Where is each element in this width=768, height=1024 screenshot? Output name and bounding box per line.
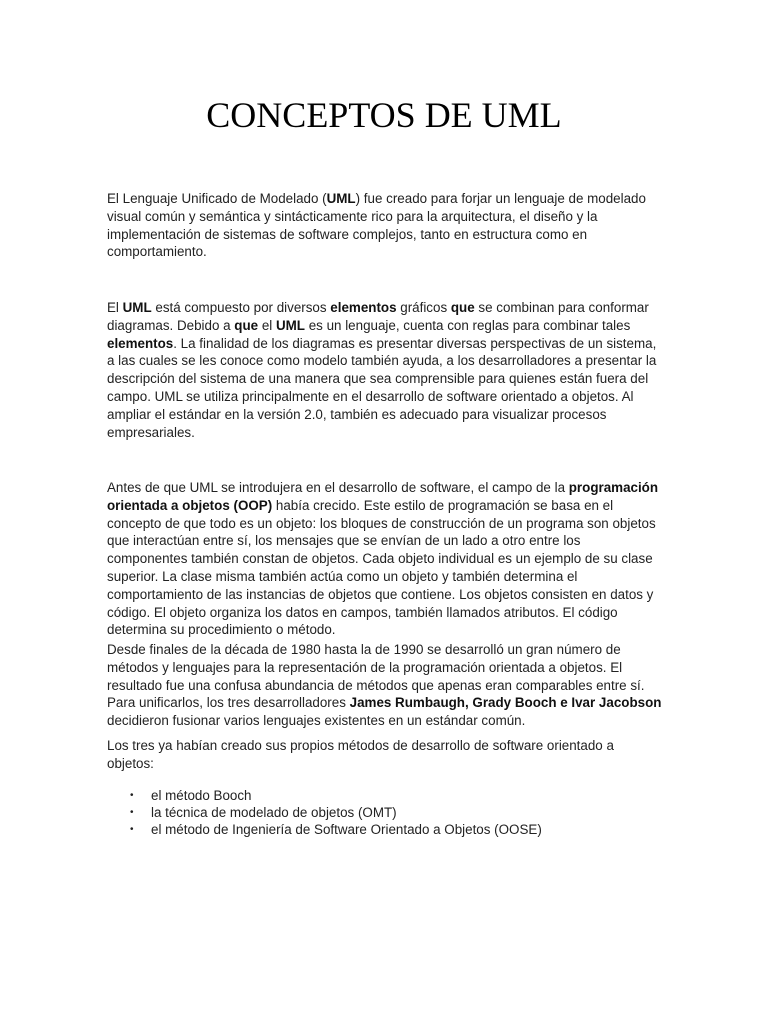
bold-term: elementos xyxy=(107,335,174,351)
methods-list xyxy=(107,787,542,838)
bold-term: elementos xyxy=(330,300,397,315)
list-item xyxy=(130,804,542,821)
page-title: CONCEPTOS DE UML xyxy=(206,95,562,135)
list-item-text: la técnica de modelado de objetos (OMT) xyxy=(151,805,397,820)
bullet-icon: • xyxy=(130,790,134,801)
paragraph-elements xyxy=(107,299,663,441)
list-item xyxy=(130,787,542,804)
list-item xyxy=(130,821,542,838)
text-run: Desde finales de la década de 1980 hasta la de 1990 se desarrolló un gran número de métodos y lenguajes para la representación de la programación orientada a objetos. El resultado fue una confusa abundancia de métodos que apenas eran comparables entre sí. Para unificarlos, los tres desarrolladores xyxy=(107,642,645,711)
bullet-icon: • xyxy=(130,807,134,818)
text-run: había crecido. Este estilo de programación se basa en el concepto de que todo es un objeto: los bloques de construcción de un programa son objetos que interactúan entre sí, los mensajes que se envían de un lado a otro entre los componentes también constan de objetos. Cada objeto individual es un ejemplo de su clase superior. La clase misma también actúa como un objeto y también determina el comportamiento de las instancias de objetos que contiene. Los objetos consisten en datos y código. El objeto organiza los datos en campos, también llamados atributos. El código determina su procedimiento o método. xyxy=(107,497,656,638)
text-run: es un lenguaje, cuenta con reglas para combinar tales xyxy=(305,317,631,333)
text-run: El xyxy=(107,300,123,315)
bold-term: James Rumbaugh, Grady Booch e Ivar Jacobson xyxy=(349,695,662,711)
paragraph-oop xyxy=(107,479,663,639)
text-run: se combinan para conformar diagramas. Debido a xyxy=(107,300,649,333)
text-run: gráficos xyxy=(396,300,451,315)
bold-term: UML xyxy=(275,317,305,333)
list-item-text: el método de Ingeniería de Software Orientado a Objetos (OOSE) xyxy=(151,822,542,837)
text-run: decidieron fusionar varios lenguajes existentes en un estándar común. xyxy=(107,713,526,729)
bold-term: programación orientada a objetos (OOP) xyxy=(107,480,659,513)
text-run: . La finalidad de los diagramas es presentar diversas perspectivas de un sistema, a las cuales se les conoce como modelo también ayuda, a los desarrolladores a presentar la descripción del sistema de una manera que sea comprensible para quienes están fuera del campo. UML se utiliza principalmente en el desarrollo de software orientado a objetos. Al ampliar el estándar en la versión 2.0, también es adecuado para visualizar procesos empresariales. xyxy=(107,335,657,440)
text-run: El Lenguaje Unificado de Modelado ( xyxy=(107,191,327,206)
text-run: está compuesto por diversos xyxy=(151,300,331,315)
bullet-icon: • xyxy=(130,824,134,835)
text-run: el xyxy=(258,317,276,333)
list-item-text: el método Booch xyxy=(151,788,252,803)
text-run: ) fue creado para forjar un lenguaje de modelado visual común y semántica y sintácticamente rico para la arquitectura, el diseño y la implementación de sistemas de software complejos, tanto en estructura como en comportamiento. xyxy=(107,191,646,260)
paragraph-methods-intro: Los tres ya habían creado sus propios métodos de desarrollo de software orientado a objetos: xyxy=(107,738,614,771)
text-run: Antes de que UML se introdujera en el desarrollo de software, el campo de la xyxy=(107,480,569,495)
bold-term: UML xyxy=(326,191,356,206)
bold-term: que xyxy=(450,300,475,315)
paragraph-intro xyxy=(107,190,663,261)
bold-term: UML xyxy=(122,300,152,315)
paragraph-history xyxy=(107,641,663,730)
bold-term: que xyxy=(234,317,259,333)
